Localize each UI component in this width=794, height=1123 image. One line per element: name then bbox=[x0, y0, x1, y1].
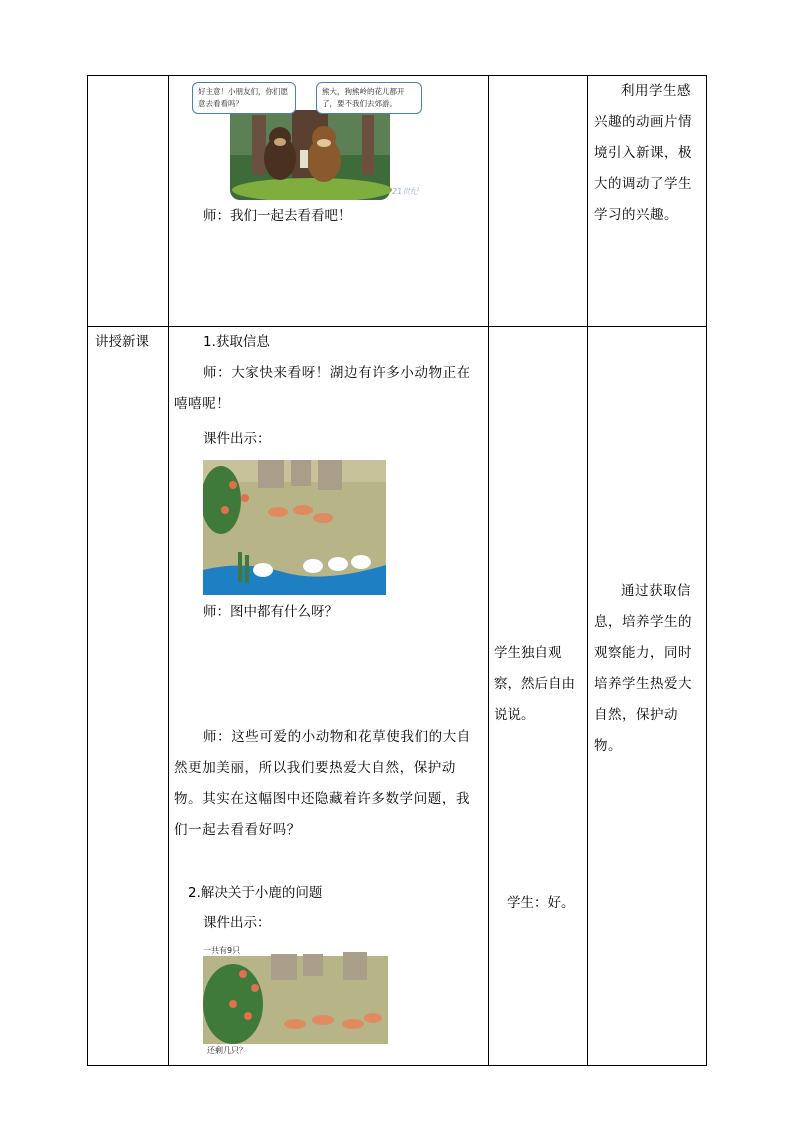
design-intent-row2: 通过获取信息，培养学生的观察能力，同时培养学生热爱大自然，保护动物。 bbox=[594, 583, 692, 754]
student-activity-observe: 学生独自观察，然后自由说说。 bbox=[494, 645, 575, 723]
courseware-label-1: 课件出示： bbox=[203, 431, 271, 447]
table-row-divider bbox=[87, 326, 707, 327]
courseware-label-2: 课件出示： bbox=[203, 915, 271, 931]
table-border-bottom bbox=[87, 1065, 707, 1066]
deer-total-label: 一共有9只 bbox=[203, 946, 241, 955]
speech-bubble-left: 好主意！小朋友们，你们愿意去看看吗？ bbox=[192, 82, 296, 114]
table-col-divider-3 bbox=[587, 75, 588, 1066]
step2-title: 2.解决关于小鹿的问题 bbox=[188, 885, 323, 901]
teacher-line-look: 师：大家快来看呀！湖边有许多小动物正在嘻嘻呢！ bbox=[174, 365, 471, 412]
teacher-question-what: 师：图中都有什么呀？ bbox=[203, 604, 338, 620]
design-intent-row1: 利用学生感兴趣的动画片情境引入新课，极大的调动了学生学习的兴趣。 bbox=[594, 83, 692, 223]
cartoon-bears-image bbox=[192, 80, 422, 200]
table-border-right bbox=[706, 75, 707, 1066]
deer-problem-image bbox=[203, 944, 388, 1058]
step1-title: 1.获取信息 bbox=[203, 334, 270, 350]
table-border-left bbox=[87, 75, 88, 1066]
cartoon-watermark: 21世纪 bbox=[392, 187, 419, 196]
table-col-divider-2 bbox=[488, 75, 489, 1066]
lake-scene-svg bbox=[203, 460, 386, 595]
table-col-divider-1 bbox=[168, 75, 169, 1066]
teacher-line-go-see: 师：我们一起去看看吧！ bbox=[203, 208, 352, 224]
speech-bubble-right: 熊大，狗熊岭的花儿都开了，要不我们去郊游。 bbox=[316, 82, 422, 114]
teacher-line-nature: 师：这些可爱的小动物和花草使我们的大自然更加美丽，所以我们要热爱大自然，保护动物。其实在这幅图中还隐藏着许多数学问题，我们一起去看看好吗？ bbox=[174, 729, 471, 838]
deer-scene-svg bbox=[203, 944, 388, 1058]
stage-label: 讲授新课 bbox=[95, 334, 149, 350]
deer-remaining-label: 还剩几只？ bbox=[207, 1046, 247, 1055]
lake-animals-image bbox=[203, 460, 386, 595]
student-reply-ok: 学生：好。 bbox=[507, 895, 575, 911]
